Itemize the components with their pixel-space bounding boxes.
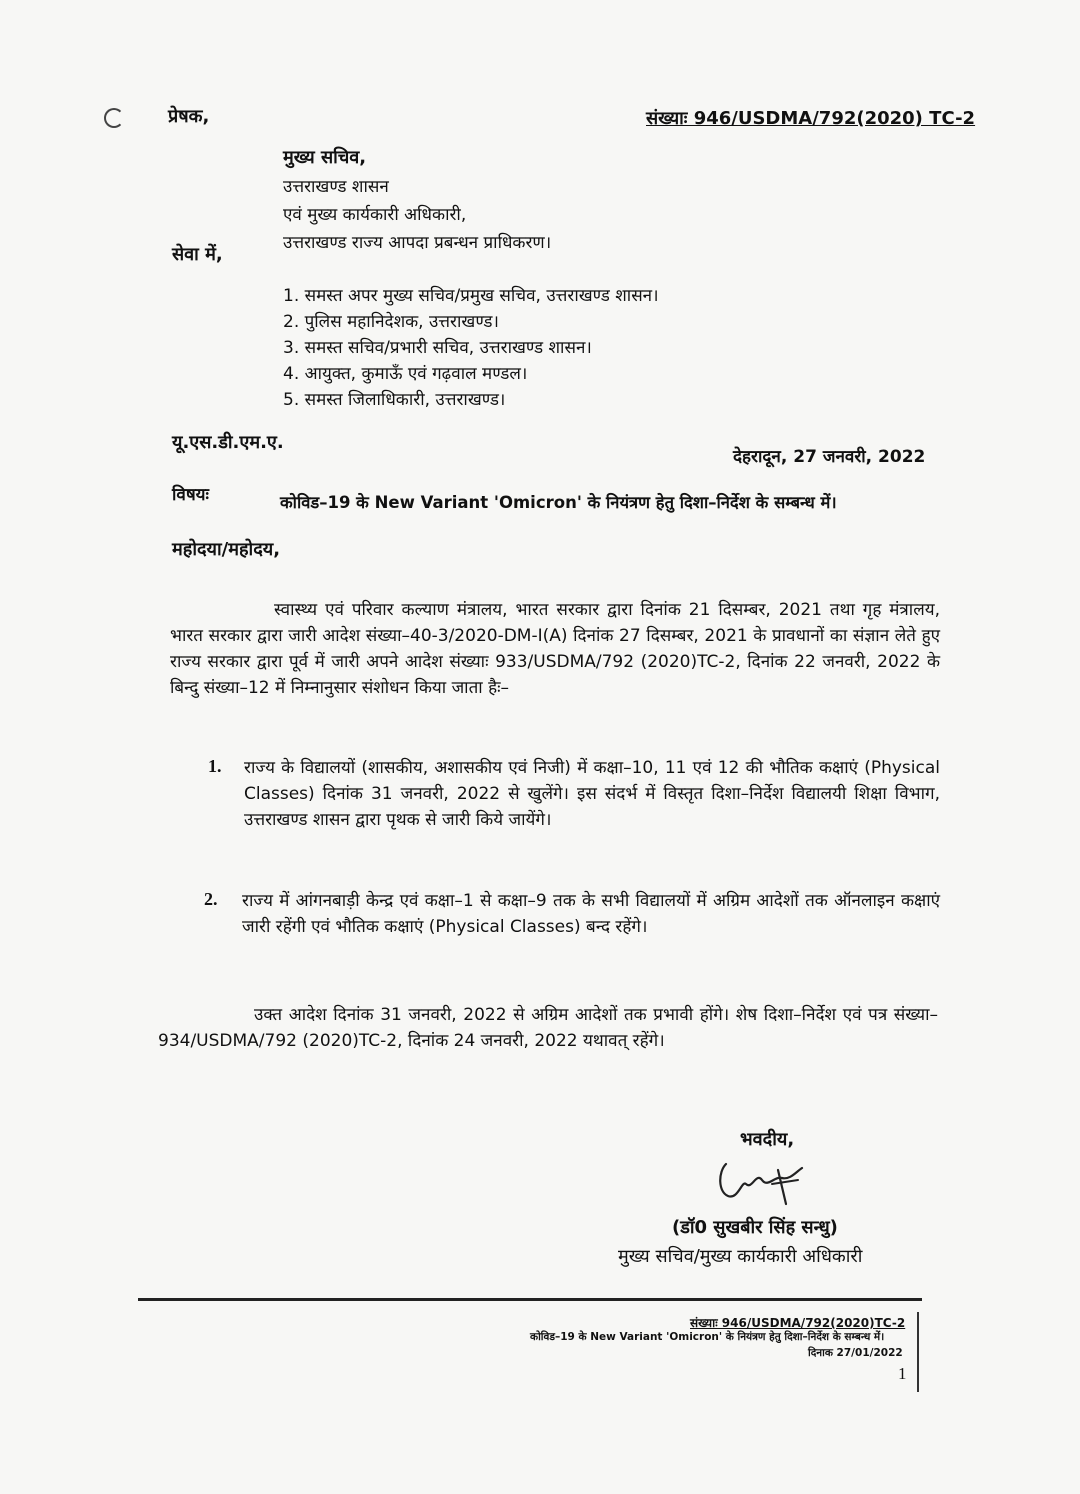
page-number: 1 bbox=[898, 1364, 907, 1383]
punch-hole-mark bbox=[104, 108, 124, 128]
body-closing: उक्त आदेश दिनांक 31 जनवरी, 2022 से अग्रिम आदेशों तक प्रभावी होंगे। शेष दिशा–निर्देश एवं पत्र संख्या–934/USDMA/792 (2020)TC-2, दिनांक 24 जनवरी, 2022 यथावत् रहेंगे। bbox=[158, 1005, 938, 1051]
recipient-item: 5. समस्त जिलाधिकारी, उत्तराखण्ड। bbox=[283, 390, 506, 410]
sender-label: प्रेषक, bbox=[168, 106, 210, 127]
recipients-label: सेवा में, bbox=[172, 244, 223, 265]
signatory-name: (डॉ0 सुखबीर सिंह सन्धु) bbox=[672, 1217, 838, 1238]
point-text: राज्य में आंगनबाड़ी केन्द्र एवं कक्षा–1 से कक्षा–9 तक के सभी विद्यालयों में अग्रिम आदेशों तक ऑनलाइन कक्षाएं जारी रहेंगी एवं भौतिक कक्षाएं (Physical Classes) बन्द रहेंगे। bbox=[242, 891, 940, 937]
salutation: महोदया/महोदय, bbox=[172, 539, 281, 560]
footer-reference: संख्याः 946/USDMA/792(2020)TC-2 bbox=[690, 1316, 906, 1330]
point-number: 2. bbox=[204, 889, 218, 909]
subject-text: कोविड–19 के New Variant 'Omicron' के नियंत्रण हेतु दिशा–निर्देश के सम्बन्ध में। bbox=[280, 493, 837, 512]
office-abbrev: यू.एस.डी.एम.ए. bbox=[172, 432, 284, 453]
place-date: देहरादून, 27 जनवरी, 2022 bbox=[733, 447, 926, 467]
valediction: भवदीय, bbox=[740, 1129, 795, 1150]
recipient-item: 1. समस्त अपर मुख्य सचिव/प्रमुख सचिव, उत्तराखण्ड शासन। bbox=[283, 286, 659, 306]
recipient-item: 3. समस्त सचिव/प्रभारी सचिव, उत्तराखण्ड शासन। bbox=[283, 338, 592, 358]
recipient-item: 2. पुलिस महानिदेशक, उत्तराखण्ड। bbox=[283, 312, 499, 332]
sender-line-3: एवं मुख्य कार्यकारी अधिकारी, bbox=[283, 205, 467, 225]
footer-subject: कोविड–19 के New Variant 'Omicron' के नियंत्रण हेतु दिशा–निर्देश के सम्बन्ध में। bbox=[530, 1331, 885, 1343]
recipient-item: 4. आयुक्त, कुमाऊँ एवं गढ़वाल मण्डल। bbox=[283, 364, 528, 384]
footer-divider bbox=[138, 1298, 922, 1301]
subject-label: विषयः bbox=[172, 485, 209, 505]
point-text: राज्य के विद्यालयों (शासकीय, अशासकीय एवं निजी) में कक्षा–10, 11 एवं 12 की भौतिक कक्षाएं (Physical Classes) दिनांक 31 जनवरी, 2022 से खुलेंगे। इस संदर्भ में विस्तृत दिशा–निर्देश विद्यालयी शिक्षा विभाग, उत्तराखण्ड शासन द्वारा पृथक से जारी किये जायेंगे। bbox=[244, 758, 940, 830]
footer-vertical-rule bbox=[917, 1312, 919, 1392]
point-number: 1. bbox=[208, 756, 222, 776]
footer-date: दिनाक 27/01/2022 bbox=[808, 1347, 903, 1359]
sender-line-4: उत्तराखण्ड राज्य आपदा प्रबन्धन प्राधिकरण। bbox=[283, 233, 552, 253]
sender-line-2: उत्तराखण्ड शासन bbox=[283, 177, 389, 197]
signature-mark bbox=[712, 1150, 812, 1210]
sender-line-1: मुख्य सचिव, bbox=[283, 147, 367, 168]
reference-number: संख्याः 946/USDMA/792(2020) TC-2 bbox=[646, 108, 976, 129]
body-intro: स्वास्थ्य एवं परिवार कल्याण मंत्रालय, भारत सरकार द्वारा दिनांक 21 दिसम्बर, 2021 तथा गृह मंत्रालय, भारत सरकार द्वारा जारी आदेश संख्या–40-3/2020-DM-I(A) दिनांक 27 दिसम्बर, 2021 के प्रावधानों का संज्ञान लेते हुए राज्य सरकार द्वारा पूर्व में जारी अपने आदेश संख्याः 933/USDMA/792 (2020)TC-2, दिनांक 22 जनवरी, 2022 के बिन्दु संख्या–12 में निम्नानुसार संशोधन किया जाता हैः– bbox=[170, 600, 940, 698]
signatory-designation: मुख्य सचिव/मुख्य कार्यकारी अधिकारी bbox=[618, 1246, 863, 1267]
